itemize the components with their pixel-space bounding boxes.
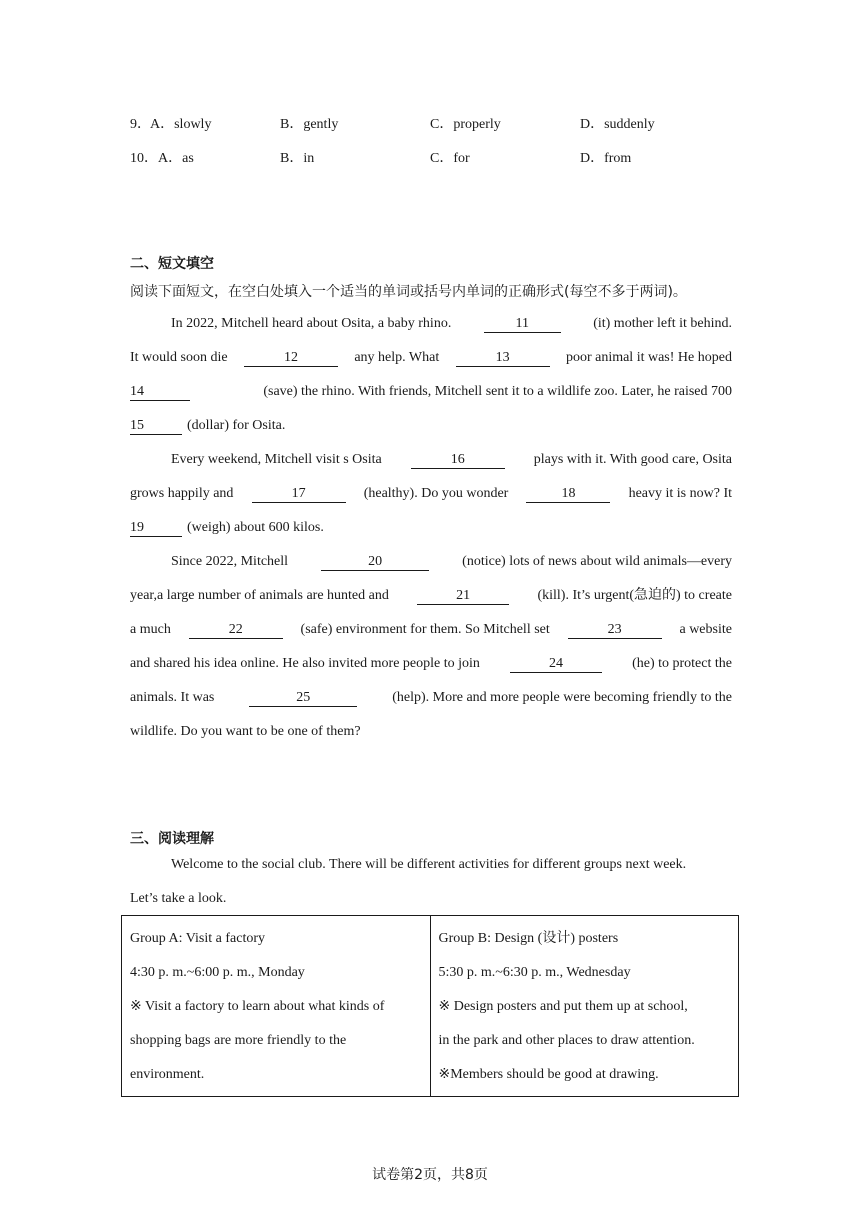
group-a-cell [122,916,431,1097]
blank-24[interactable]: 24 [510,655,602,673]
option-b: B．in [280,151,315,166]
activities-table [121,915,739,1097]
passage-text: year,a large number of animals are hunted and [130,588,389,603]
passage-line [130,375,732,409]
passage-text: plays with it. With good care, Osita [533,452,732,467]
group-desc: ※Members should be good at drawing. [438,1067,659,1082]
blank-12[interactable]: 12 [244,349,338,367]
section-instruction: 阅读下面短文，在空白处填入一个适当的单词或括号内单词的正确形式(每空不多于两词)。 [130,284,687,300]
section-title: 三、阅读理解 [130,831,214,847]
group-desc: ※ Visit a factory to learn about what kinds of [130,999,385,1014]
blank-16[interactable]: 16 [411,451,505,469]
blank-20[interactable]: 20 [321,553,429,571]
group-time: 4:30 p. m.~6:00 p. m., Monday [130,965,305,980]
passage-text: It would soon die [130,350,228,365]
passage-text: Since 2022, Mitchell [171,554,289,569]
group-desc: in the park and other places to draw attention. [438,1033,695,1048]
passage-line [130,409,732,443]
option-d: D．suddenly [580,117,655,132]
intro-text: Welcome to the social club. There will be different activities for different groups next week. [171,857,687,872]
blank-22[interactable]: 22 [189,621,283,639]
passage-text: (dollar) for Osita. [187,418,286,433]
passage-line [130,647,732,681]
passage-line [130,545,732,579]
passage-line [130,613,732,647]
group-desc: environment. [130,1067,205,1082]
question-number: 9． [130,117,151,132]
passage [130,307,732,749]
passage-text: (help). More and more people were becoming friendly to the [392,690,732,705]
intro-line [130,848,732,882]
group-desc: ※ Design posters and put them up at school, [438,999,688,1014]
passage-text: a much [130,622,171,637]
group-time: 5:30 p. m.~6:30 p. m., Wednesday [438,965,631,980]
passage-text: In 2022, Mitchell heard about Osita, a baby rhino. [171,316,452,331]
passage-line [130,579,732,613]
passage-line [130,307,732,341]
option-a: A．slowly [150,117,212,132]
blank-15[interactable]: 15 [130,417,182,435]
page-footer: 试卷第2页，共8页 [372,1167,488,1183]
blank-13[interactable]: 13 [456,349,550,367]
blank-17[interactable]: 17 [252,485,346,503]
blank-14[interactable]: 14 [130,383,190,401]
blank-11[interactable]: 11 [484,315,561,333]
passage-text: a website [679,622,732,637]
group-title: Group A: Visit a factory [130,931,265,946]
option-a: A．as [158,151,194,166]
passage-line [130,341,732,375]
option-d: D．from [580,151,632,166]
blank-25[interactable]: 25 [249,689,357,707]
blank-23[interactable]: 23 [568,621,662,639]
passage-line [130,511,732,545]
passage-text: animals. It was [130,690,215,705]
passage-line [130,681,732,715]
passage-line [130,715,732,749]
passage-text: (save) the rhino. With friends, Mitchell sent it to a wildlife zoo. Later, he raised 700 [263,384,732,399]
option-b: B．gently [280,117,339,132]
passage-text: (healthy). Do you wonder [363,486,509,501]
option-c: C．for [430,151,470,166]
passage-text: grows happily and [130,486,234,501]
passage-line [130,443,732,477]
question-number: 10． [130,151,158,166]
reading-intro [130,848,732,916]
passage-text: (weigh) about 600 kilos. [187,520,324,535]
passage-text: (safe) environment for them. So Mitchell set [300,622,550,637]
blank-19[interactable]: 19 [130,519,182,537]
group-title: Group B: Design (设计) posters [438,931,619,946]
passage-text: heavy it is now? It [628,486,732,501]
group-b-cell [430,916,739,1097]
passage-text: Every weekend, Mitchell visit s Osita [171,452,382,467]
passage-text: any help. What [354,350,440,365]
passage-text: (notice) lots of news about wild animals—every [462,554,732,569]
group-desc: shopping bags are more friendly to the [130,1033,347,1048]
section-title: 二、短文填空 [130,256,214,272]
passage-text: (he) to protect the [632,656,732,671]
intro-text: Let’s take a look. [130,891,227,906]
passage-line [130,477,732,511]
passage-text: and shared his idea online. He also invited more people to join [130,656,480,671]
passage-text: wildlife. Do you want to be one of them? [130,724,361,739]
passage-text: (it) mother left it behind. [593,316,732,331]
blank-18[interactable]: 18 [526,485,610,503]
passage-text: poor animal it was! He hoped [565,350,732,365]
intro-line [130,882,732,916]
blank-21[interactable]: 21 [417,587,509,605]
passage-text: (kill). It’s urgent(急迫的) to create [537,588,732,603]
option-c: C．properly [430,117,501,132]
table-row [122,916,739,1097]
